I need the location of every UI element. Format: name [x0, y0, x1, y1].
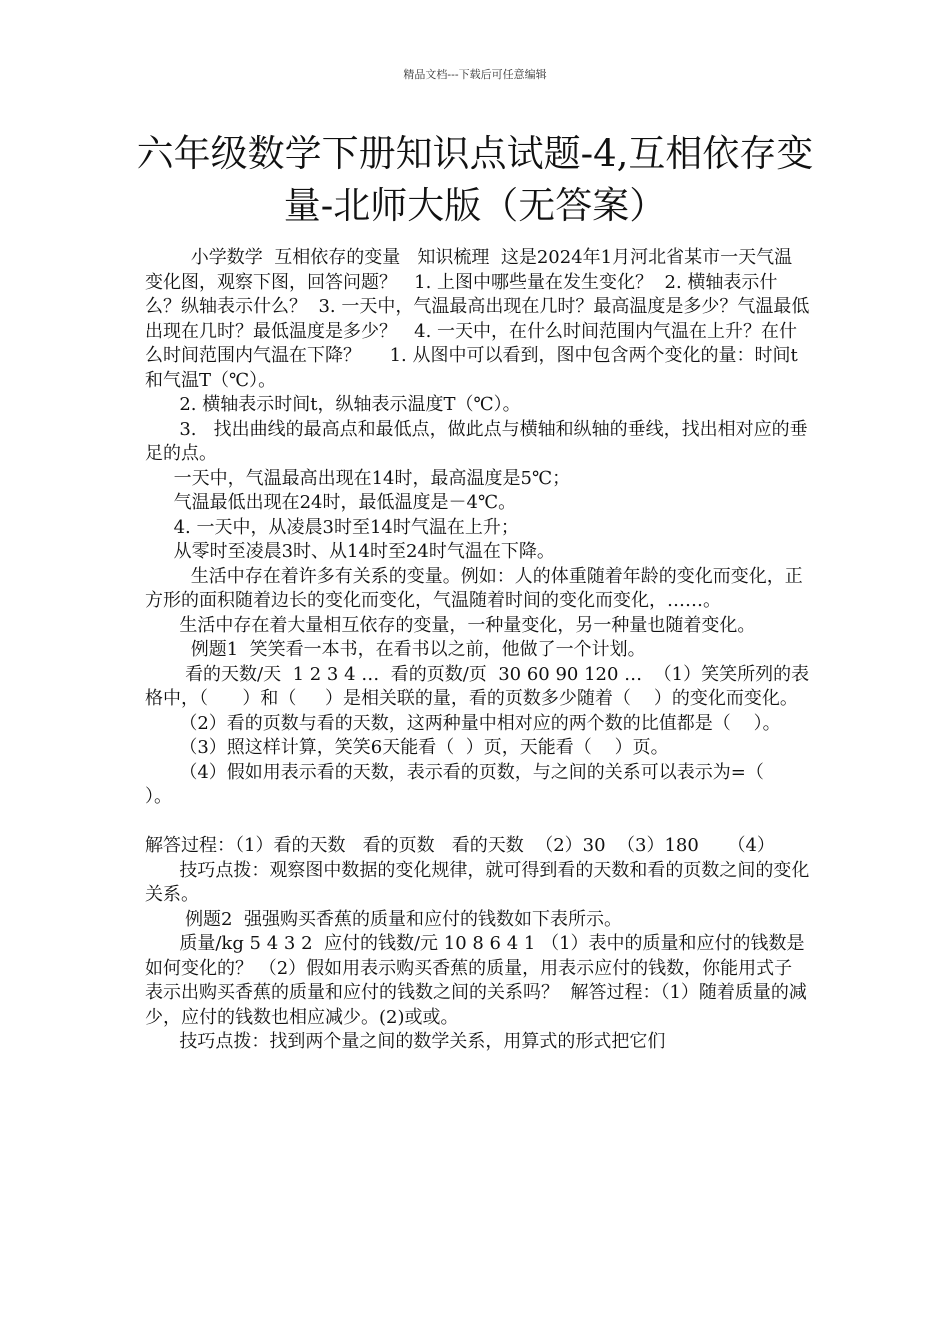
paragraph: 3. 找出曲线的最高点和最低点，做此点与横轴和纵轴的垂线，找出相对应的垂足的点。	[145, 418, 808, 464]
paragraph: 4. 一天中，从凌晨3时至14时气温在上升；	[145, 516, 519, 538]
paragraph: （3）照这样计算，笑笑6天能看（ ）页，天能看（ ）页。	[145, 737, 669, 758]
paragraph: 质量/kg 5 4 3 2 应付的钱数/元 10 8 6 4 1 （1）表中的质量和应付的钱数是如何变化的？ （2）假如用表示购买香蕉的质量，用表示应付的钱数，你能用式子表示出购买香蕉的质量和应付的钱数之间的关系吗？ 解答过程：（1）随着质量的减少，应付的钱数也相应减少。(2)或或。	[145, 933, 807, 1028]
paragraph: 一天中，气温最高出现在14时，最高温度是5℃；	[145, 467, 571, 489]
paragraph: 气温最低出现在24时，最低温度是－4℃。	[145, 492, 517, 513]
paragraph: 2. 横轴表示时间t，纵轴表示温度T（℃）。	[145, 394, 521, 415]
paragraph: 生活中存在着许多有关系的变量。例如：人的体重随着年龄的变化而变化，正方形的面积随着边长的变化而变化，气温随着时间的变化而变化，……。	[145, 565, 803, 611]
paragraph: 例题1 笑笑看一本书，在看书以之前，他做了一个计划。	[145, 639, 646, 660]
title-line-2: 量-北师大版（无答案）	[283, 184, 667, 227]
document-title	[100, 128, 850, 232]
paragraph: 生活中存在着大量相互依存的变量，一种量变化，另一种量也随着变化。	[145, 614, 756, 636]
paragraph: 小学数学 互相依存的变量 知识梳理 这是2024年1月河北省某市一天气温变化图，观察下图，回答问题？ 1. 上图中哪些量在发生变化？ 2. 横轴表示什么？纵轴表示什么？ 3. 一天中，气温最高出现在几时？最高温度是多少？气温最低出现在几时？最低温度是多少？ 4. 一天中，在什么时间范围内气温在上升？在什么时间范围内气温在下降？ 1. 从图中可以看到，图中包含两个变化的量：时间t和气温T（℃）。	[145, 247, 810, 391]
paragraph: 从零时至凌晨3时、从14时至24时气温在下降。	[145, 541, 555, 562]
title-line-1: 六年级数学下册知识点试题-4,互相依存变	[136, 132, 814, 175]
paragraph: （2）看的页数与看的天数，这两种量中相对应的两个数的比值都是（ ）。	[145, 712, 781, 734]
paragraph: （4）假如用表示看的天数，表示看的页数，与之间的关系可以表示为=（ ）。	[145, 761, 787, 807]
document-body	[145, 246, 810, 1055]
paragraph: 解答过程：（1）看的天数 看的页数 看的天数 （2）30 （3）180 （4）	[145, 810, 775, 856]
paragraph: 看的天数/天 1 2 3 4 … 看的页数/页 30 60 90 120 … （1）笑笑所列的表格中，（ ）和（ ）是相关联的量，看的页数多少随着（ ）的变化而变化。	[145, 663, 810, 709]
page-header: 精品文档---下载后可任意编辑	[403, 68, 547, 81]
paragraph: 例题2 强强购买香蕉的质量和应付的钱数如下表所示。	[145, 908, 622, 930]
paragraph: 技巧点拨：观察图中数据的变化规律，就可得到看的天数和看的页数之间的变化关系。	[145, 859, 810, 905]
paragraph: 技巧点拨：找到两个量之间的数学关系，用算式的形式把它们	[145, 1031, 666, 1052]
